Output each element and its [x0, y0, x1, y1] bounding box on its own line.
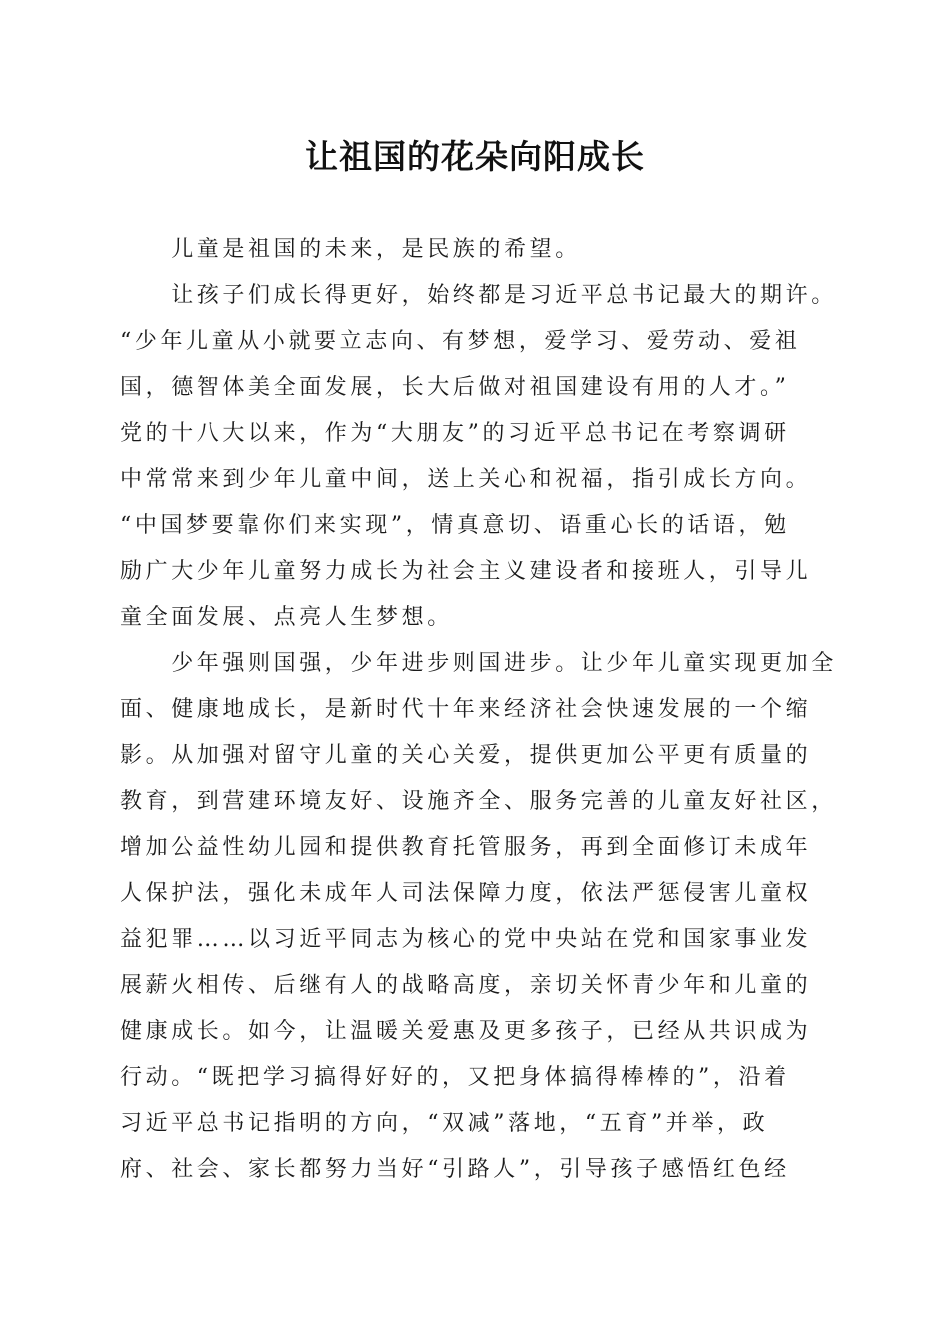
text-line: 励广大少年儿童努力成长为社会主义建设者和接班人，引导儿: [120, 559, 812, 584]
text-line: “少年儿童从小就要立志向、有梦想，爱学习、爱劳动、爱祖: [120, 329, 801, 354]
text-line: 人保护法，强化未成年人司法保障力度，依法严惩侵害儿童权: [120, 881, 812, 906]
text-line: 少年强则国强，少年进步则国进步。让少年儿童实现更加全: [120, 651, 837, 676]
text-line: 增加公益性幼儿园和提供教育托管服务，再到全面修订未成年: [120, 835, 812, 860]
text-line: 党的十八大以来，作为“大朋友”的习近平总书记在考察调研: [120, 421, 790, 446]
text-line: 健康成长。如今，让温暖关爱惠及更多孩子，已经从共识成为: [120, 1019, 812, 1044]
text-line: 中常常来到少年儿童中间，送上关心和祝福，指引成长方向。: [120, 467, 812, 492]
text-line: 影。从加强对留守儿童的关心关爱，提供更加公平更有质量的: [120, 743, 812, 768]
text-line: 习近平总书记指明的方向，“双减”落地，“五育”并举，政: [120, 1111, 769, 1136]
text-line: 行动。“既把学习搞得好好的，又把身体搞得棒棒的”，沿着: [120, 1065, 790, 1090]
text-line: 让孩子们成长得更好，始终都是习近平总书记最大的期许。: [120, 283, 837, 308]
text-line: 面、健康地成长，是新时代十年来经济社会快速发展的一个缩: [120, 697, 812, 722]
text-line: 儿童是祖国的未来，是民族的希望。: [120, 237, 581, 262]
document-title: 让祖国的花朵向阳成长: [305, 137, 645, 176]
text-line: 益犯罪……以习近平同志为核心的党中央站在党和国家事业发: [120, 927, 812, 952]
text-line: 童全面发展、点亮人生梦想。: [120, 605, 453, 630]
text-line: 教育，到营建环境友好、设施齐全、服务完善的儿童友好社区，: [120, 789, 837, 814]
text-line: 展薪火相传、后继有人的战略高度，亲切关怀青少年和儿童的: [120, 973, 812, 998]
text-line: “中国梦要靠你们来实现”，情真意切、语重心长的话语，勉: [120, 513, 790, 538]
text-line: 府、社会、家长都努力当好“引路人”，引导孩子感悟红色经: [120, 1157, 790, 1182]
document-body: [120, 227, 837, 1193]
text-line: 国，德智体美全面发展，长大后做对祖国建设有用的人才。”: [120, 375, 790, 400]
